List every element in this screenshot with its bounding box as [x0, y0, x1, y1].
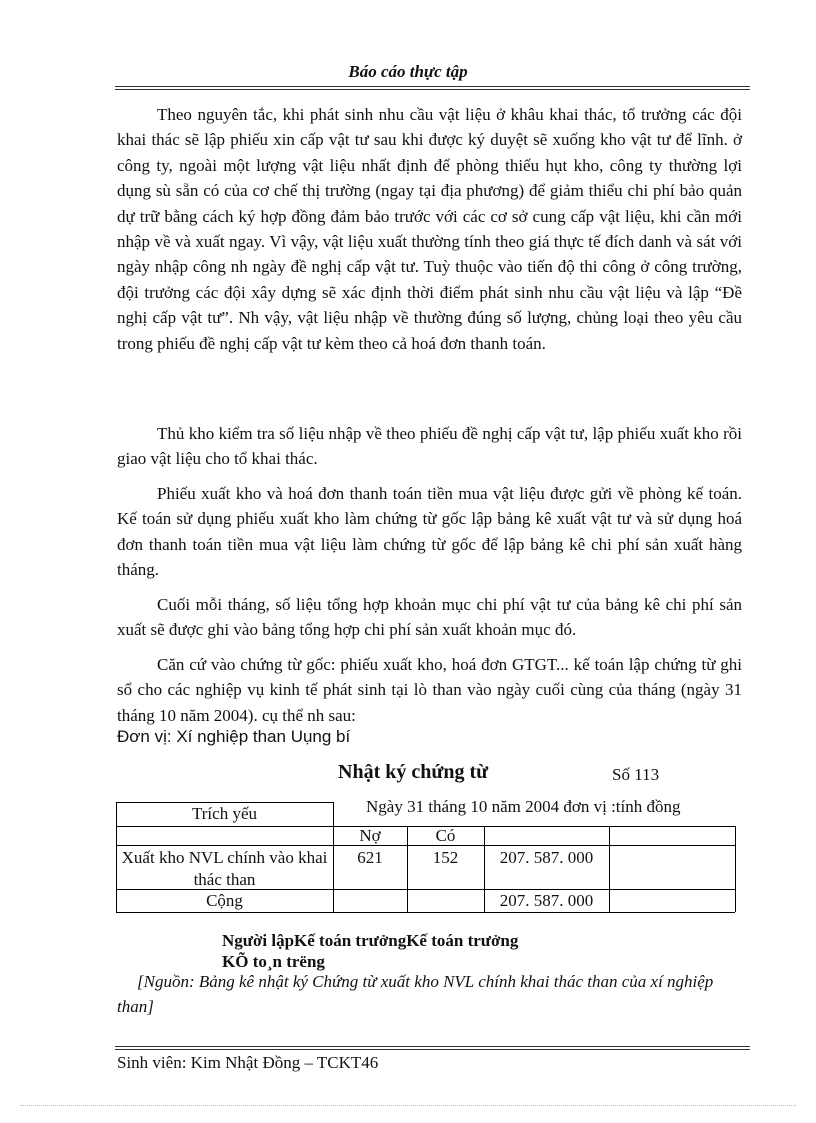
source-note: [Nguồn: Bảng kê nhật ký Chứng từ xuất kho NVL chính khai thác than của xí nghiệp than]: [117, 972, 714, 1016]
header-credit: Có: [435, 826, 456, 845]
header-rule: [115, 86, 750, 87]
signature-garbled: KÕ to¸n trëng: [222, 952, 325, 971]
paragraph-4: Cuối mỗi tháng, số liệu tổng hợp khoản mục chi phí vật tư của bảng kê chi phí sản xuất sẽ được ghi vào bảng tổng hợp chi phí sản xuất khoản mục đó.: [117, 595, 742, 640]
row-credit: 152: [432, 848, 459, 867]
table-line: [116, 912, 735, 913]
total-amount: 207. 587. 000: [499, 891, 594, 910]
header-desc: Trích yếu: [191, 804, 257, 823]
page-edge-dotted: [20, 1105, 796, 1106]
paragraph-3: Phiếu xuất kho và hoá đơn thanh toán tiền mua vật liệu được gửi về phòng kế toán. Kế toán sử dụng phiếu xuất kho làm chứng từ gốc lập bảng kê xuất vật tư và sử dụng hoá đơn thanh toán tiền mua vật liệu làm chứng từ gốc để lập bảng kê chi phí sản xuất hàng tháng.: [117, 484, 742, 580]
table-line: [735, 826, 736, 912]
page-header-title: Báo cáo thực tập: [348, 62, 468, 81]
footer-rule-2: [115, 1049, 750, 1050]
unit-line: Đơn vị: Xí nghiệp than Uụng bí: [117, 727, 351, 746]
row-desc: Xuất kho NVL chính vào khai thác than: [121, 848, 328, 889]
paragraph-5: Căn cứ vào chứng từ gốc: phiếu xuất kho, hoá đơn GTGT... kế toán lập chứng từ ghi sổ cho các nghiệp vụ kinh tế phát sinh tại lò than vào ngày cuối cùng của tháng (ngày 31 tháng 10 năm 2004). cụ thể nh sau:: [117, 655, 742, 725]
header-rule-2: [115, 89, 750, 90]
footer-rule: [115, 1046, 750, 1047]
total-label: Cộng: [206, 891, 243, 910]
journal-number: Số 113: [612, 765, 660, 784]
row-debit: 621: [357, 848, 383, 867]
table-line: [116, 802, 333, 803]
journal-title: Nhật ký chứng từ: [338, 761, 489, 783]
row-amount: 207. 587. 000: [499, 848, 594, 867]
signature-titles: Người lậpKế toán trưởngKế toán trưởng: [222, 931, 519, 950]
journal-date-line: Ngày 31 tháng 10 năm 2004 đơn vị :tính đồng: [366, 797, 681, 816]
header-debit: Nợ: [359, 826, 381, 845]
footer-student: Sinh viên: Kim Nhật Đồng – TCKT46: [117, 1053, 379, 1072]
table-line: [609, 826, 610, 912]
paragraph-2: Thủ kho kiểm tra số liệu nhập về theo phiếu đề nghị cấp vật tư, lập phiếu xuất kho rồi giao vật liệu cho tổ khai thác.: [117, 424, 742, 469]
paragraph-1: Theo nguyên tắc, khi phát sinh nhu cầu vật liệu ở khâu khai thác, tổ trưởng các đội khai thác sẽ lập phiếu xin cấp vật tư sau khi được ký duyệt sẽ xuống kho vật tư để lĩnh. ở công ty, ngoài một lượng vật liệu nhất định để phòng thiếu hụt kho, công ty thường lợi dụng sù sẵn có của cơ chế thị trường (ngay tại địa phương) để giảm thiểu chi phí bảo quản dự trữ bằng cách ký hợp đồng đảm bảo trước với các cơ sở cung cấp vật liệu, khi cần mới nhập về và xuất ngay. Vì vậy, vật liệu xuất thường tính theo giá thực tế đích danh và sát với ngày nhập công nh ngày đề nghị cấp vật tư. Tuỳ thuộc vào tiến độ thi công ở công trường, đội trưởng các đội xây dựng sẽ xác định thời điểm phát sinh nhu cầu vật liệu và lập “Đề nghị cấp vật tư”. Nh vậy, vật liệu nhập về thường đúng số lượng, chủng loại theo yêu cầu trong phiếu đề nghị cấp vật tư kèm theo cả hoá đơn thanh toán.: [117, 105, 742, 353]
